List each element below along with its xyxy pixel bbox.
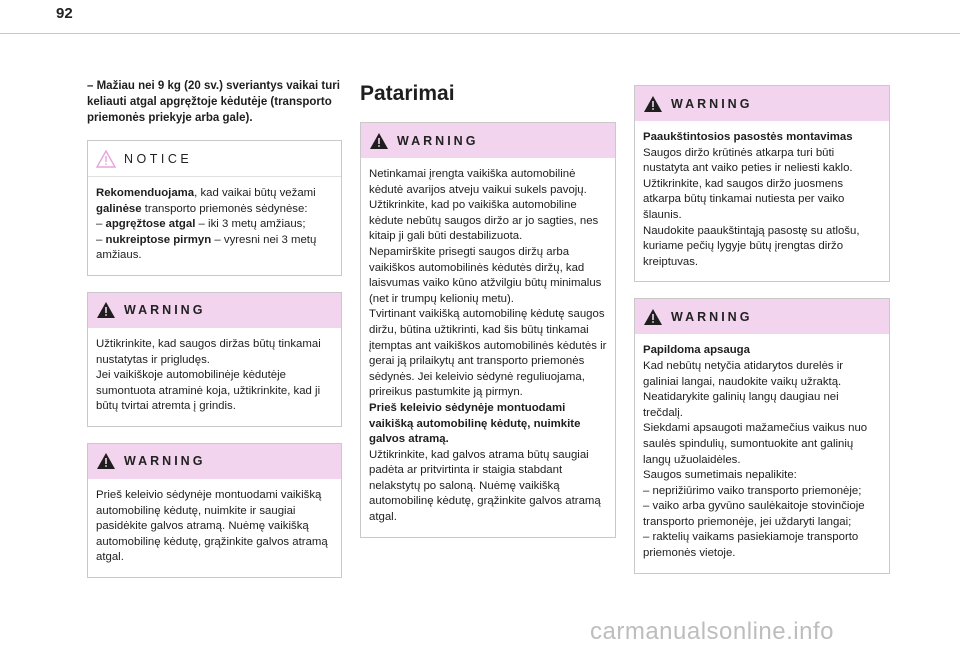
notice-bold-3: apgręžtose atgal <box>105 218 196 231</box>
warning-header <box>88 293 341 328</box>
warning-body <box>635 334 889 572</box>
warning-body <box>88 479 341 577</box>
warning-text: Saugos diržo krūtinės atkarpa turi būti nustatyta ant vaiko peties ir neliesti kaklo. Užtikrinkite, kad saugos diržo juosmens atkarpa būtų tinkamai nutiesta per vaiko šlaunis. Naudokite paaukštintąją pasostę su atlošu, kuriame pečių lygyje būtų įrengtas diržo kreiptuvas. <box>643 146 860 268</box>
warning-body <box>88 328 341 426</box>
column-right <box>634 85 890 590</box>
warning-triangle-icon <box>96 150 116 168</box>
column-middle <box>360 78 616 554</box>
warning-box-protection <box>634 298 890 573</box>
warning-body <box>635 121 889 281</box>
notice-box <box>87 140 342 276</box>
warning-text: Kad nebūtų netyčia atidarytos durelės ir galiniai langai, naudokite vaikų užraktą. Neatidarykite galinių langų daugiau nei trečdalį. Siekdami apsaugoti mažamečius vaikus nuo saulės spindulių, sumontuokite ant galinių langų užuolaidėles. Saugos sumetimais nepalikite: – neprižiūrimo vaiko transporto priemonėje; – vaiko arba gyvūno saulėkaitoje stovinčioje transporto priemonėje, jei uždaryti langai; – raktelių vaikams pasiekiamoje transporto priemonės vietoje. <box>643 359 868 560</box>
watermark-link[interactable]: carmanualsonline.info <box>590 618 834 645</box>
warning-triangle-icon <box>96 452 116 470</box>
notice-text-1: , kad vaikai būtų vežami <box>194 187 316 199</box>
warning-text: Netinkamai įrengta vaikiška automobilinė kėdutė avarijos atveju vaikui sukels pavojų. Užtikrinkite, kad po vaikiška automobiline kėdute nebūtų saugos diržo ar jo sagties, nes kitaip ji gali būti destabilizuota. Nepamirškite prisegti saugos diržų arba vaikiškos automobilinės kėdutės diržų, kad laisvumas vaiko kūno atžvilgiu būtų minimalus (net ir trumpų kelionių metu). Tvirtinant vaikišką automobilinę kėdutę saugos diržu, būtina užtikrinti, kad šis būtų tinkamai įtemptas ant vaikiškos automobilinės kėdutės ir gerai ją prilaikytų ant transporto priemonės sėdynės. Jei keleivio sėdynė reguliuojama, prireikus pastumkite ją pirmyn. <box>369 168 607 399</box>
warning-header <box>361 123 615 158</box>
column-left <box>87 78 342 594</box>
warning-title: WARNING <box>671 309 753 324</box>
warning-subheading: Paaukštintosios pasostės montavimas <box>643 131 853 143</box>
warning-body <box>361 158 615 537</box>
warning-box-tips <box>360 122 616 538</box>
warning-title: WARNING <box>124 454 206 469</box>
notice-body <box>88 177 341 275</box>
notice-bold-1: Rekomenduojama <box>96 187 195 199</box>
warning-triangle-icon <box>643 95 663 113</box>
notice-dash-4: – <box>96 233 106 246</box>
warning-text: Užtikrinkite, kad saugos diržas būtų tinkamai nustatytas ir prigludęs. Jei vaikiškoje automobilinėje kėdutėje sumontuota atraminė koja, užtikrinkite, kad ji būtų tvirtai atremta į grindis. <box>96 337 321 413</box>
warning-title: WARNING <box>397 133 479 148</box>
warning-box-booster <box>634 85 890 282</box>
top-rule <box>0 33 960 34</box>
notice-text-2: transporto priemonės sėdynėse: <box>141 202 308 215</box>
notice-text-3: – iki 3 metų amžiaus; <box>195 218 306 231</box>
intro-paragraph: – Mažiau nei 9 kg (20 sv.) sveriantys vaikai turi keliauti atgal apgręžtoje kėdutėje (transporto priemonės priekyje arba gale). <box>87 80 340 124</box>
warning-subheading: Papildoma apsauga <box>643 344 750 357</box>
warning-triangle-icon <box>96 301 116 319</box>
warning-bold-text: Prieš keleivio sėdynėje montuodami vaikišką automobilinę kėdutę, nuimkite galvos atramą. <box>369 401 581 446</box>
warning-header <box>635 86 889 121</box>
warning-text: Prieš keleivio sėdynėje montuodami vaikišką automobilinę kėdutę, nuimkite ir saugiai pasidėkite galvos atramą. Nuėmę vaikišką automobilinę kėdutę, grąžinkite galvos atramą atgal. <box>96 488 328 564</box>
notice-bold-4: nukreiptose pirmyn <box>105 233 212 246</box>
page-number: 92 <box>56 5 73 22</box>
warning-title: WARNING <box>124 303 206 318</box>
warning-triangle-icon <box>643 308 663 326</box>
warning-header <box>635 299 889 334</box>
notice-header <box>88 141 341 177</box>
warning-text: Užtikrinkite, kad galvos atrama būtų saugiai padėta ar pritvirtinta ir staigia stabdant nelakstytų po saloną. Nuėmę vaikišką automobilinę kėdutę, grąžinkite galvos atramą atgal. <box>369 448 601 524</box>
warning-title: WARNING <box>671 96 753 111</box>
warning-triangle-icon <box>369 132 389 150</box>
notice-bold-2: galinėse <box>96 202 142 215</box>
warning-box-1 <box>87 292 342 427</box>
notice-dash-3: – <box>96 218 106 231</box>
section-heading: Patarimai <box>360 82 455 105</box>
warning-header <box>88 444 341 479</box>
notice-text-4: – vyresni nei 3 metų amžiaus. <box>96 233 317 262</box>
warning-box-2 <box>87 443 342 578</box>
notice-title: NOTICE <box>124 151 193 166</box>
